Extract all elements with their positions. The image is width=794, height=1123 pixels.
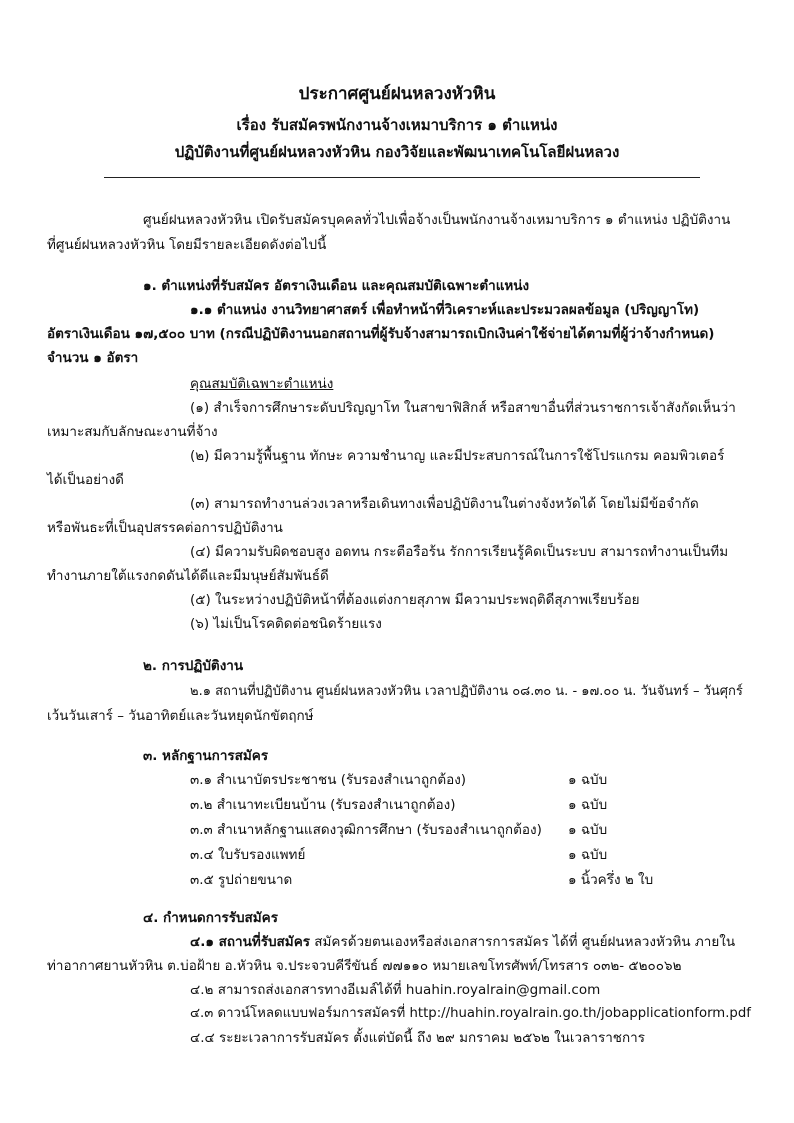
document-item-label: ๓.๑ สำเนาบัตรประชาชน (รับรองสำเนาถูกต้อง) (190, 772, 467, 788)
document-item-label: ๓.๔ ใบรับรองแพทย์ (190, 847, 306, 863)
section2-heading: ๒. การปฏิบัติงาน (143, 658, 244, 674)
subject-line: เรื่อง รับสมัครพนักงานจ้างเหมาบริการ ๑ ตำแหน่ง (236, 116, 558, 134)
work-line-2: เว้นวันเสาร์ – วันอาทิตย์และวันหยุดนักขัตฤกษ์ (47, 708, 314, 724)
section3-heading: ๓. หลักฐานการสมัคร (143, 748, 269, 764)
document-item-qty: ๑ ฉบับ (568, 822, 608, 838)
qualification-1b: เหมาะสมกับลักษณะงานที่จ้าง (47, 424, 218, 440)
qualification-5: (๕) ในระหว่างปฏิบัติหน้าที่ต้องแต่งกายสุภาพ มีความประพฤติดีสุภาพเรียบร้อย (190, 592, 640, 608)
document-item-qty: ๑ ฉบับ (568, 797, 608, 813)
document-item-label: ๓.๓ สำเนาหลักฐานแสดงวุฒิการศึกษา (รับรองสำเนาถูกต้อง) (190, 822, 542, 838)
intro-line-1: ศูนย์ฝนหลวงหัวหิน เปิดรับสมัครบุคคลทั่วไปเพื่อจ้างเป็นพนักงานจ้างเหมาบริการ ๑ ตำแหน่ง ปฏิบัติงาน (143, 212, 731, 228)
section4-heading: ๔. กำหนดการรับสมัคร (143, 910, 278, 926)
apply-location-text: สมัครด้วยตนเองหรือส่งเอกสารการสมัคร ได้ที่ ศูนย์ฝนหลวงหัวหิน ภายใน (309, 934, 736, 950)
apply-location-label: ๔.๑ สถานที่รับสมัคร (190, 934, 310, 950)
document-item-qty: ๑ ฉบับ (568, 772, 608, 788)
qualification-2b: ได้เป็นอย่างดี (47, 472, 124, 488)
document-item-label: ๓.๒ สำเนาทะเบียนบ้าน (รับรองสำเนาถูกต้อง) (190, 797, 456, 813)
document-item-qty: ๑ นิ้วครึ่ง ๒ ใบ (568, 872, 654, 888)
qualification-4a: (๔) มีความรับผิดชอบสูง อดทน กระตือรือร้น รักการเรียนรู้คิดเป็นระบบ สามารถทำงานเป็นทีม (190, 544, 729, 560)
qualification-6: (๖) ไม่เป็นโรคติดต่อชนิดร้ายแรง (190, 616, 382, 632)
document-item-qty: ๑ ฉบับ (568, 847, 608, 863)
position-line-1: ๑.๑ ตำแหน่ง งานวิทยาศาสตร์ เพื่อทำหน้าที่วิเคราะห์และประมวลผลข้อมูล (ปริญญาโท) (190, 302, 700, 318)
apply-period-line: ๔.๔ ระยะเวลาการรับสมัคร ตั้งแต่บัดนี้ ถึง ๒๙ มกราคม ๒๕๖๒ ในเวลาราชการ (190, 1030, 645, 1046)
intro-line-2: ที่ศูนย์ฝนหลวงหัวหิน โดยมีรายละเอียดดังต่อไปนี้ (47, 237, 327, 253)
apply-download-line: ๔.๓ ดาวน์โหลดแบบฟอร์มการสมัครที่ http://huahin.royalrain.go.th/jobapplicationform.pdf (190, 1006, 751, 1021)
position-line-3: จำนวน ๑ อัตรา (47, 350, 139, 366)
apply-location-line-2: ท่าอากาศยานหัวหิน ต.บ่อฝ้าย อ.หัวหิน จ.ประจวบคีรีขันธ์ ๗๗๑๑๐ หมายเลขโทรศัพท์/โทรสาร ๐๓๒- ๕๒๐๐๖๒ (47, 958, 682, 974)
position-line-2: อัตราเงินเดือน ๑๗,๕๐๐ บาท (กรณีปฏิบัติงานนอกสถานที่ผู้รับจ้างสามารถเบิกเงินค่าใช้จ่ายได้ตามที่ผู้ว่าจ้างกำหนด) (47, 326, 715, 342)
qualification-1a: (๑) สำเร็จการศึกษาระดับปริญญาโท ในสาขาฟิสิกส์ หรือสาขาอื่นที่ส่วนราชการเจ้าสังกัดเห็นว่า (190, 400, 736, 416)
header-divider (104, 177, 700, 178)
apply-location-line-1 (190, 932, 735, 952)
apply-email-line: ๔.๒ สามารถส่งเอกสารทางอีเมล์ได้ที่ huahin.royalrain@gmail.com (190, 982, 601, 998)
section1-heading: ๑. ตำแหน่งที่รับสมัคร อัตราเงินเดือน และคุณสมบัติเฉพาะตำแหน่ง (143, 278, 530, 294)
qualification-3a: (๓) สามารถทำงานล่วงเวลาหรือเดินทางเพื่อปฏิบัติงานในต่างจังหวัดได้ โดยไม่มีข้อจำกัด (190, 496, 699, 512)
location-line: ปฏิบัติงานที่ศูนย์ฝนหลวงหัวหิน กองวิจัยและพัฒนาเทคโนโลยีฝนหลวง (174, 143, 620, 161)
qualification-3b: หรือพันธะที่เป็นอุปสรรคต่อการปฏิบัติงาน (47, 520, 283, 536)
work-line-1: ๒.๑ สถานที่ปฏิบัติงาน ศูนย์ฝนหลวงหัวหิน เวลาปฏิบัติงาน ๐๘.๓๐ น. - ๑๗.๐๐ น. วันจันทร์ – วันศุกร์ (190, 684, 743, 699)
qualification-4b: ทำงานภายใต้แรงกดดันได้ดีและมีมนุษย์สัมพันธ์ดี (47, 568, 329, 584)
qualification-2a: (๒) มีความรู้พื้นฐาน ทักษะ ความชำนาญ และมีประสบการณ์ในการใช้โปรแกรม คอมพิวเตอร์ (190, 448, 725, 464)
page-title: ประกาศศูนย์ฝนหลวงหัวหิน (298, 84, 496, 104)
document-item-label: ๓.๕ รูปถ่ายขนาด (190, 872, 293, 888)
qualification-heading: คุณสมบัติเฉพาะตำแหน่ง (190, 376, 334, 392)
